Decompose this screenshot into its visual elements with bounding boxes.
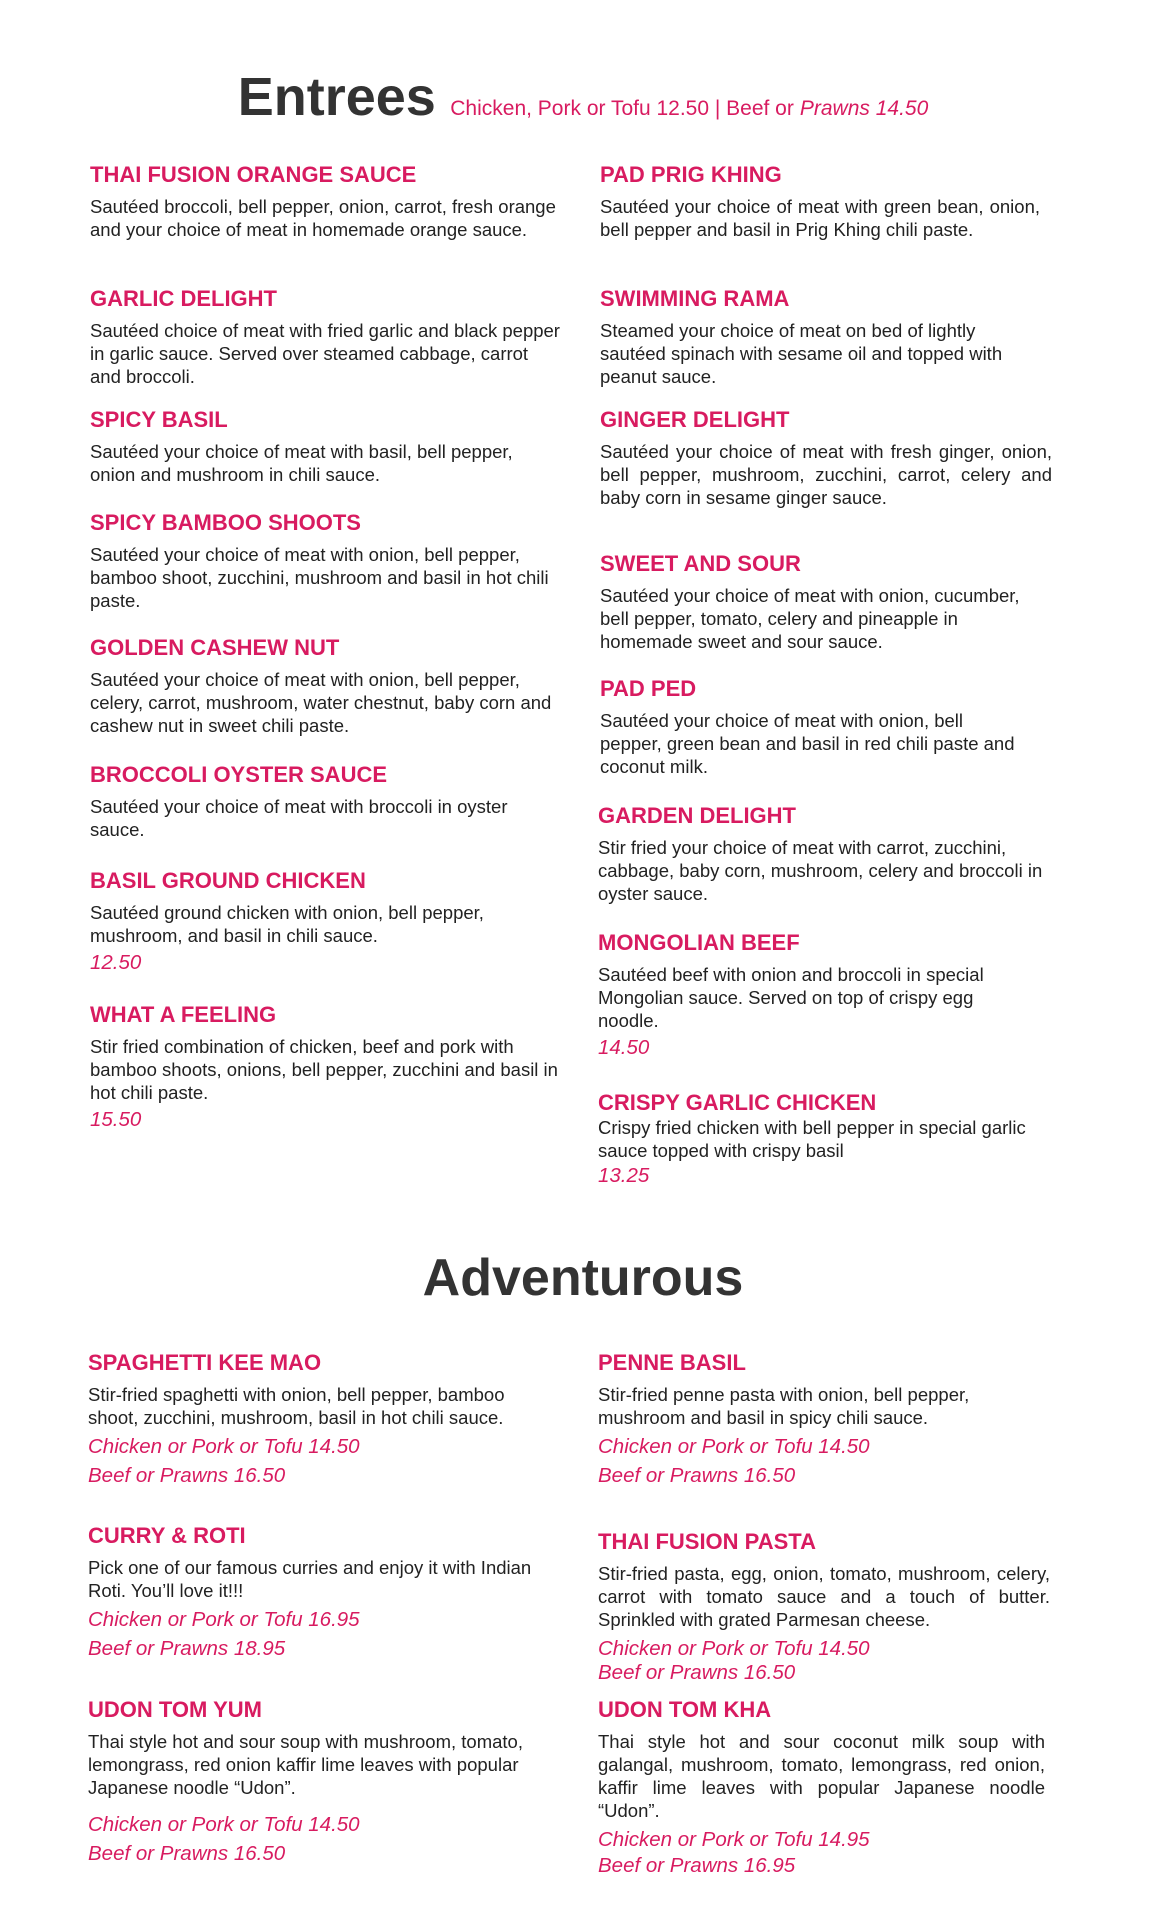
menu-item-description: Sautéed your choice of meat with basil, bell pepper, onion and mushroom in chili sauce. <box>90 441 513 485</box>
menu-item <box>598 1529 1068 1685</box>
menu-item-description: Stir-fried penne pasta with onion, bell pepper, mushroom and basil in spicy chili sauce. <box>598 1384 970 1428</box>
entrees-title: Entrees <box>237 67 436 127</box>
menu-item <box>598 1697 1068 1878</box>
menu-item <box>600 676 1070 778</box>
menu-item-name: CRISPY GARLIC CHICKEN <box>598 1090 877 1115</box>
menu-item-description: Sautéed your choice of meat with onion, bell pepper, bamboo shoot, zucchini, mushroom and basil in hot chili paste. <box>90 544 549 611</box>
menu-item-description: Sautéed your choice of meat with fresh ginger, onion, bell pepper, mushroom, zucchini, carrot, celery and baby corn in sesame ginger sauce. <box>600 441 1052 508</box>
menu-item-name: PAD PRIG KHING <box>600 162 782 187</box>
entrees-price-note-text: Chicken, Pork or Tofu 12.50 | Beef or <box>450 97 794 120</box>
menu-item-description: Pick one of our famous curries and enjoy it with Indian Roti. You’ll love it!!! <box>88 1557 532 1601</box>
menu-item <box>600 286 1070 388</box>
menu-item-name: GINGER DELIGHT <box>600 407 790 432</box>
menu-item <box>600 551 1070 653</box>
menu-item-price: Beef or Prawns 16.95 <box>598 1854 796 1877</box>
menu-item-name: UDON TOM YUM <box>88 1697 262 1722</box>
menu-item-description: Sautéed ground chicken with onion, bell pepper, mushroom, and basil in chili sauce. <box>90 902 484 946</box>
menu-item <box>90 1002 560 1132</box>
menu-item-description: Thai style hot and sour coconut milk soup with galangal, mushroom, tomato, lemongrass, red onion, kaffir lime leaves with popular Japanese noodle “Udon”. <box>598 1731 1045 1821</box>
menu-item <box>90 510 560 612</box>
menu-item <box>90 162 560 241</box>
menu-item <box>90 286 560 388</box>
menu-item-price: Chicken or Pork or Tofu 14.50 <box>598 1637 870 1660</box>
menu-item-description: Sautéed broccoli, bell pepper, onion, carrot, fresh orange and your choice of meat in homemade orange sauce. <box>90 196 556 240</box>
menu-item-name: UDON TOM KHA <box>598 1697 772 1722</box>
menu-item-description: Thai style hot and sour soup with mushroom, tomato, lemongrass, red onion kaffir lime leaves with popular Japanese noodle “Udon”. <box>88 1731 523 1798</box>
menu-item-price: 14.50 <box>598 1036 650 1059</box>
entrees-price-note <box>450 97 928 120</box>
menu-item-price: 13.25 <box>598 1164 650 1187</box>
menu-item-name: CURRY & ROTI <box>88 1523 246 1548</box>
menu-item-price: Beef or Prawns 16.50 <box>598 1661 796 1684</box>
menu-item <box>598 1090 1068 1188</box>
menu-item-description: Sautéed your choice of meat with green bean, onion, bell pepper and basil in Prig Khing chili paste. <box>600 196 1040 240</box>
menu-item-description: Sautéed beef with onion and broccoli in special Mongolian sauce. Served on top of crispy egg noodle. <box>598 964 984 1031</box>
menu-item-description: Stir fried your choice of meat with carrot, zucchini, cabbage, baby corn, mushroom, celery and broccoli in oyster sauce. <box>598 837 1043 904</box>
menu-item-price: Beef or Prawns 16.50 <box>598 1464 796 1487</box>
menu-item <box>88 1523 558 1661</box>
menu-item <box>598 803 1068 905</box>
menu-item-price: Chicken or Pork or Tofu 14.50 <box>88 1813 360 1836</box>
menu-item <box>88 1350 558 1488</box>
menu-item-price: Chicken or Pork or Tofu 14.50 <box>88 1435 360 1458</box>
menu-item-name: GARLIC DELIGHT <box>90 286 277 311</box>
menu-item-price: Chicken or Pork or Tofu 14.50 <box>598 1435 870 1458</box>
menu-item-description: Stir fried combination of chicken, beef and pork with bamboo shoots, onions, bell pepper, zucchini and basil in hot chili paste. <box>90 1036 558 1103</box>
menu-item-price: Beef or Prawns 18.95 <box>88 1637 286 1660</box>
menu-item-name: PENNE BASIL <box>598 1350 746 1375</box>
menu-item-description: Sautéed your choice of meat with onion, bell pepper, green bean and basil in red chili paste and coconut milk. <box>600 710 1015 777</box>
menu-item-description: Sautéed your choice of meat with onion, bell pepper, celery, carrot, mushroom, water chestnut, baby corn and cashew nut in sweet chili paste. <box>90 669 552 736</box>
menu-item-price: Beef or Prawns 16.50 <box>88 1842 286 1865</box>
menu-item <box>88 1697 558 1866</box>
menu-item-name: SWIMMING RAMA <box>600 286 790 311</box>
menu-item-name: SPAGHETTI KEE MAO <box>88 1350 322 1375</box>
menu-item-price: Chicken or Pork or Tofu 16.95 <box>88 1608 360 1631</box>
menu-item <box>600 162 1070 241</box>
menu-item-description: Crispy fried chicken with bell pepper in special garlic sauce topped with crispy basil <box>598 1117 1026 1161</box>
menu-item-name: SPICY BAMBOO SHOOTS <box>90 510 361 535</box>
menu-item <box>90 762 560 841</box>
menu-item <box>90 868 560 975</box>
menu-item-description: Sautéed your choice of meat with broccoli in oyster sauce. <box>90 796 508 840</box>
menu-item <box>598 930 1068 1060</box>
adventurous-title: Adventurous <box>422 1249 744 1307</box>
menu-item-description: Stir-fried pasta, egg, onion, tomato, mushroom, celery, carrot with tomato sauce and a touch of butter. Sprinkled with grated Parmesan cheese. <box>598 1563 1050 1630</box>
menu-item-name: PAD PED <box>600 676 697 701</box>
menu-item-name: SPICY BASIL <box>90 407 228 432</box>
menu-item-description: Stir-fried spaghetti with onion, bell pepper, bamboo shoot, zucchini, mushroom, basil in hot chili sauce. <box>88 1384 505 1428</box>
menu-item <box>90 635 560 737</box>
menu-item-price: 12.50 <box>90 951 142 974</box>
menu-item-name: THAI FUSION ORANGE SAUCE <box>90 162 417 187</box>
menu-item-description: Sautéed choice of meat with fried garlic and black pepper in garlic sauce. Served over steamed cabbage, carrot and broccoli. <box>90 320 560 387</box>
menu-item-name: GOLDEN CASHEW NUT <box>90 635 340 660</box>
entrees-price-note-italic: Prawns 14.50 <box>799 97 929 120</box>
menu-item-description: Steamed your choice of meat on bed of lightly sautéed spinach with sesame oil and topped with peanut sauce. <box>600 320 1003 387</box>
menu-item-price: 15.50 <box>90 1108 142 1131</box>
menu-item-name: MONGOLIAN BEEF <box>598 930 800 955</box>
adventurous-heading <box>0 1248 1166 1308</box>
menu-item-price: Chicken or Pork or Tofu 14.95 <box>598 1828 870 1851</box>
menu-item <box>600 407 1070 509</box>
menu-item-name: BASIL GROUND CHICKEN <box>90 868 366 893</box>
menu-item-description: Sautéed your choice of meat with onion, cucumber, bell pepper, tomato, celery and pineapple in homemade sweet and sour sauce. <box>600 585 1020 652</box>
menu-item <box>90 407 560 486</box>
menu-item-name: THAI FUSION PASTA <box>598 1529 816 1554</box>
menu-item-name: GARDEN DELIGHT <box>598 803 796 828</box>
menu-item <box>598 1350 1068 1488</box>
menu-item-name: WHAT A FEELING <box>90 1002 277 1027</box>
menu-item-name: BROCCOLI OYSTER SAUCE <box>90 762 388 787</box>
menu-item-price: Beef or Prawns 16.50 <box>88 1464 286 1487</box>
entrees-heading <box>0 66 1166 128</box>
menu-item-name: SWEET AND SOUR <box>600 551 801 576</box>
